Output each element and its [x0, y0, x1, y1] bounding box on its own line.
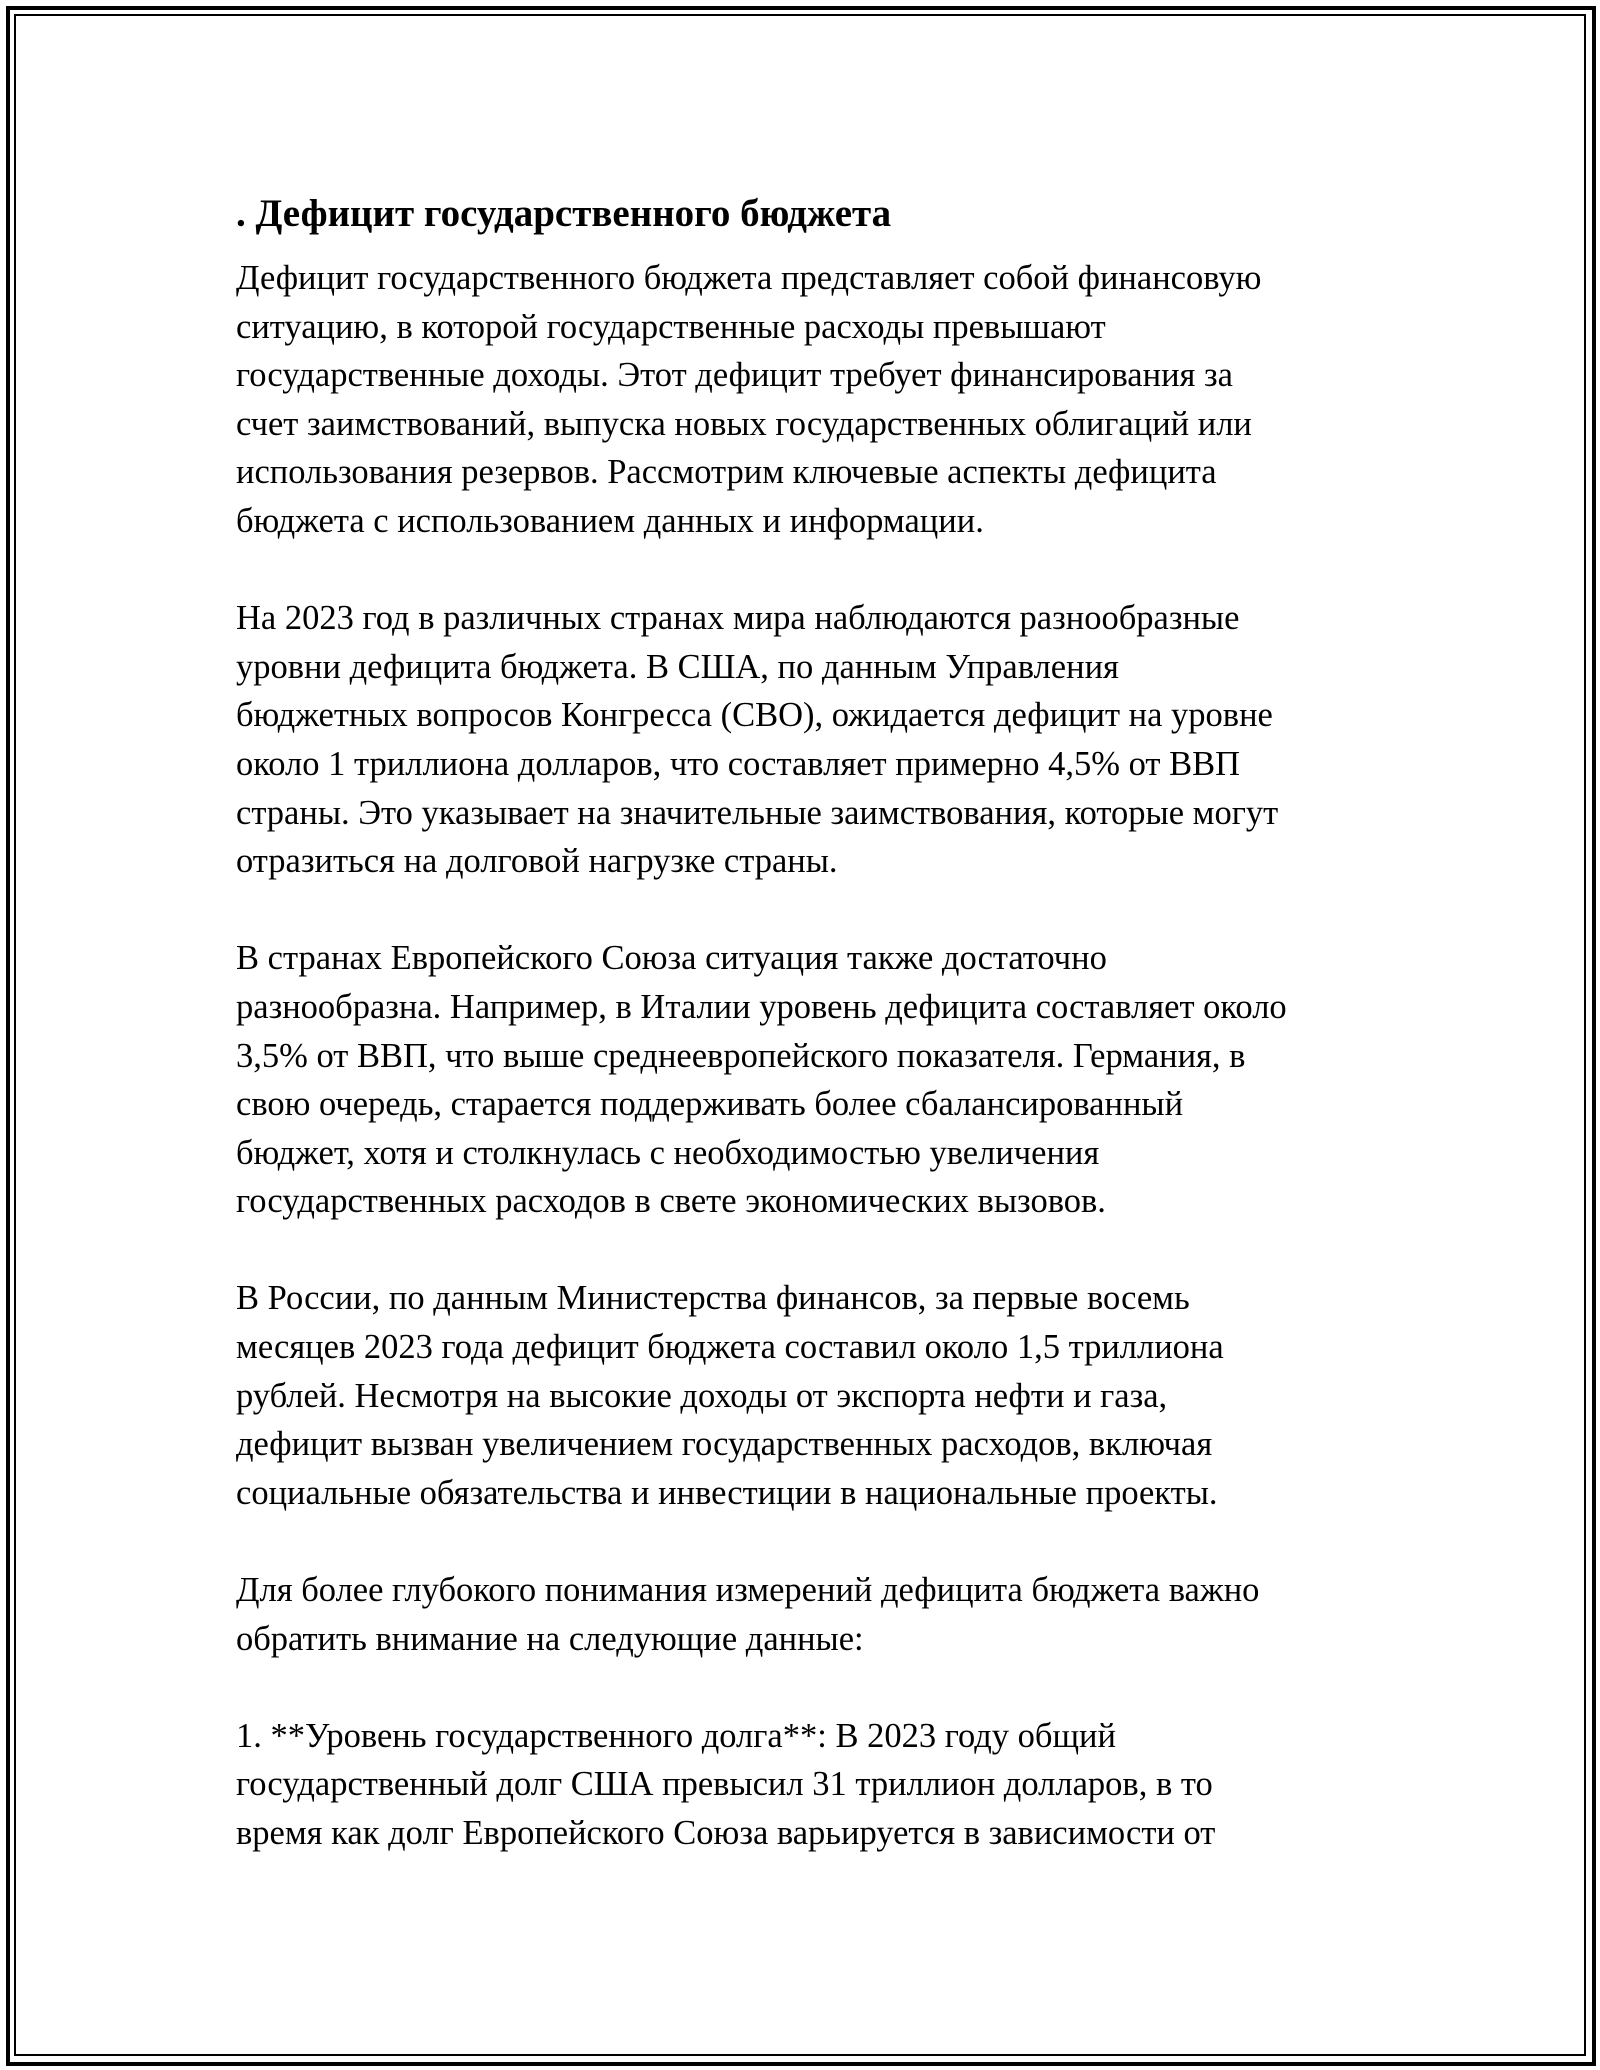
- text-line: время как долг Европейского Союза варьируется в зависимости от: [236, 1814, 1216, 1852]
- text-line: В странах Европейского Союза ситуация также достаточно: [236, 939, 1107, 978]
- paragraph-data-intro: [236, 1566, 1376, 1663]
- text-line: обратить внимание на следующие данные:: [236, 1619, 864, 1658]
- text-line: ситуацию, в которой государственные расходы превышают: [236, 307, 1106, 346]
- text-line: бюджетных вопросов Конгресса (CBO), ожидается дефицит на уровне: [236, 696, 1273, 735]
- text-line: дефицит вызван увеличением государственных расходов, включая: [236, 1425, 1213, 1464]
- text-line: государственный долг США превысил 31 триллион долларов, в то: [236, 1765, 1213, 1804]
- text-line: использования резервов. Рассмотрим ключевые аспекты дефицита: [236, 453, 1217, 492]
- text-line: отразиться на долговой нагрузке страны.: [236, 842, 838, 881]
- text-line: счет заимствований, выпуска новых государственных облигаций или: [236, 404, 1252, 443]
- text-line: Дефицит государственного бюджета представляет собой финансовую: [236, 259, 1262, 297]
- text-line: государственные доходы. Этот дефицит требует финансирования за: [236, 356, 1233, 395]
- text-line: рублей. Несмотря на высокие доходы от экспорта нефти и газа,: [236, 1376, 1168, 1415]
- text-line: В России, по данным Министерства финансов, за первые восемь: [236, 1279, 1190, 1318]
- text-line: уровни дефицита бюджета. В США, по данным Управления: [236, 647, 1119, 686]
- text-line: Для более глубокого понимания измерений дефицита бюджета важно: [236, 1571, 1260, 1610]
- document-title: . Дефицит государственного бюджета: [236, 192, 892, 235]
- paragraph-usa: [236, 594, 1376, 886]
- text-line: социальные обязательства и инвестиции в национальные проекты.: [236, 1473, 1218, 1512]
- text-line: На 2023 год в различных странах мира наблюдаются разнообразные: [236, 599, 1240, 638]
- paragraph-eu: [236, 934, 1376, 1226]
- paragraph-intro: [236, 254, 1376, 546]
- text-line: месяцев 2023 года дефицит бюджета составил около 1,5 триллиона: [236, 1328, 1224, 1367]
- text-line: государственных расходов в свете экономических вызовов.: [236, 1182, 1106, 1221]
- text-line: свою очередь, старается поддерживать более сбалансированный: [236, 1085, 1184, 1124]
- text-line: бюджета с использованием данных и информации.: [236, 501, 984, 540]
- text-line: разнообразна. Например, в Италии уровень дефицита составляет около: [236, 987, 1287, 1026]
- text-line: около 1 триллиона долларов, что составляет примерно 4,5% от ВВП: [236, 744, 1241, 783]
- text-line: 1. **Уровень государственного долга**: В 2023 году общий: [236, 1716, 1116, 1755]
- text-line: бюджет, хотя и столкнулась с необходимостью увеличения: [236, 1133, 1100, 1172]
- text-line: страны. Это указывает на значительные заимствования, которые могут: [236, 793, 1279, 832]
- document-body: [236, 186, 1376, 1906]
- text-line: 3,5% от ВВП, что выше среднеевропейского показателя. Германия, в: [236, 1036, 1246, 1075]
- list-item-debt-level: [236, 1712, 1376, 1858]
- paragraph-russia: [236, 1274, 1376, 1517]
